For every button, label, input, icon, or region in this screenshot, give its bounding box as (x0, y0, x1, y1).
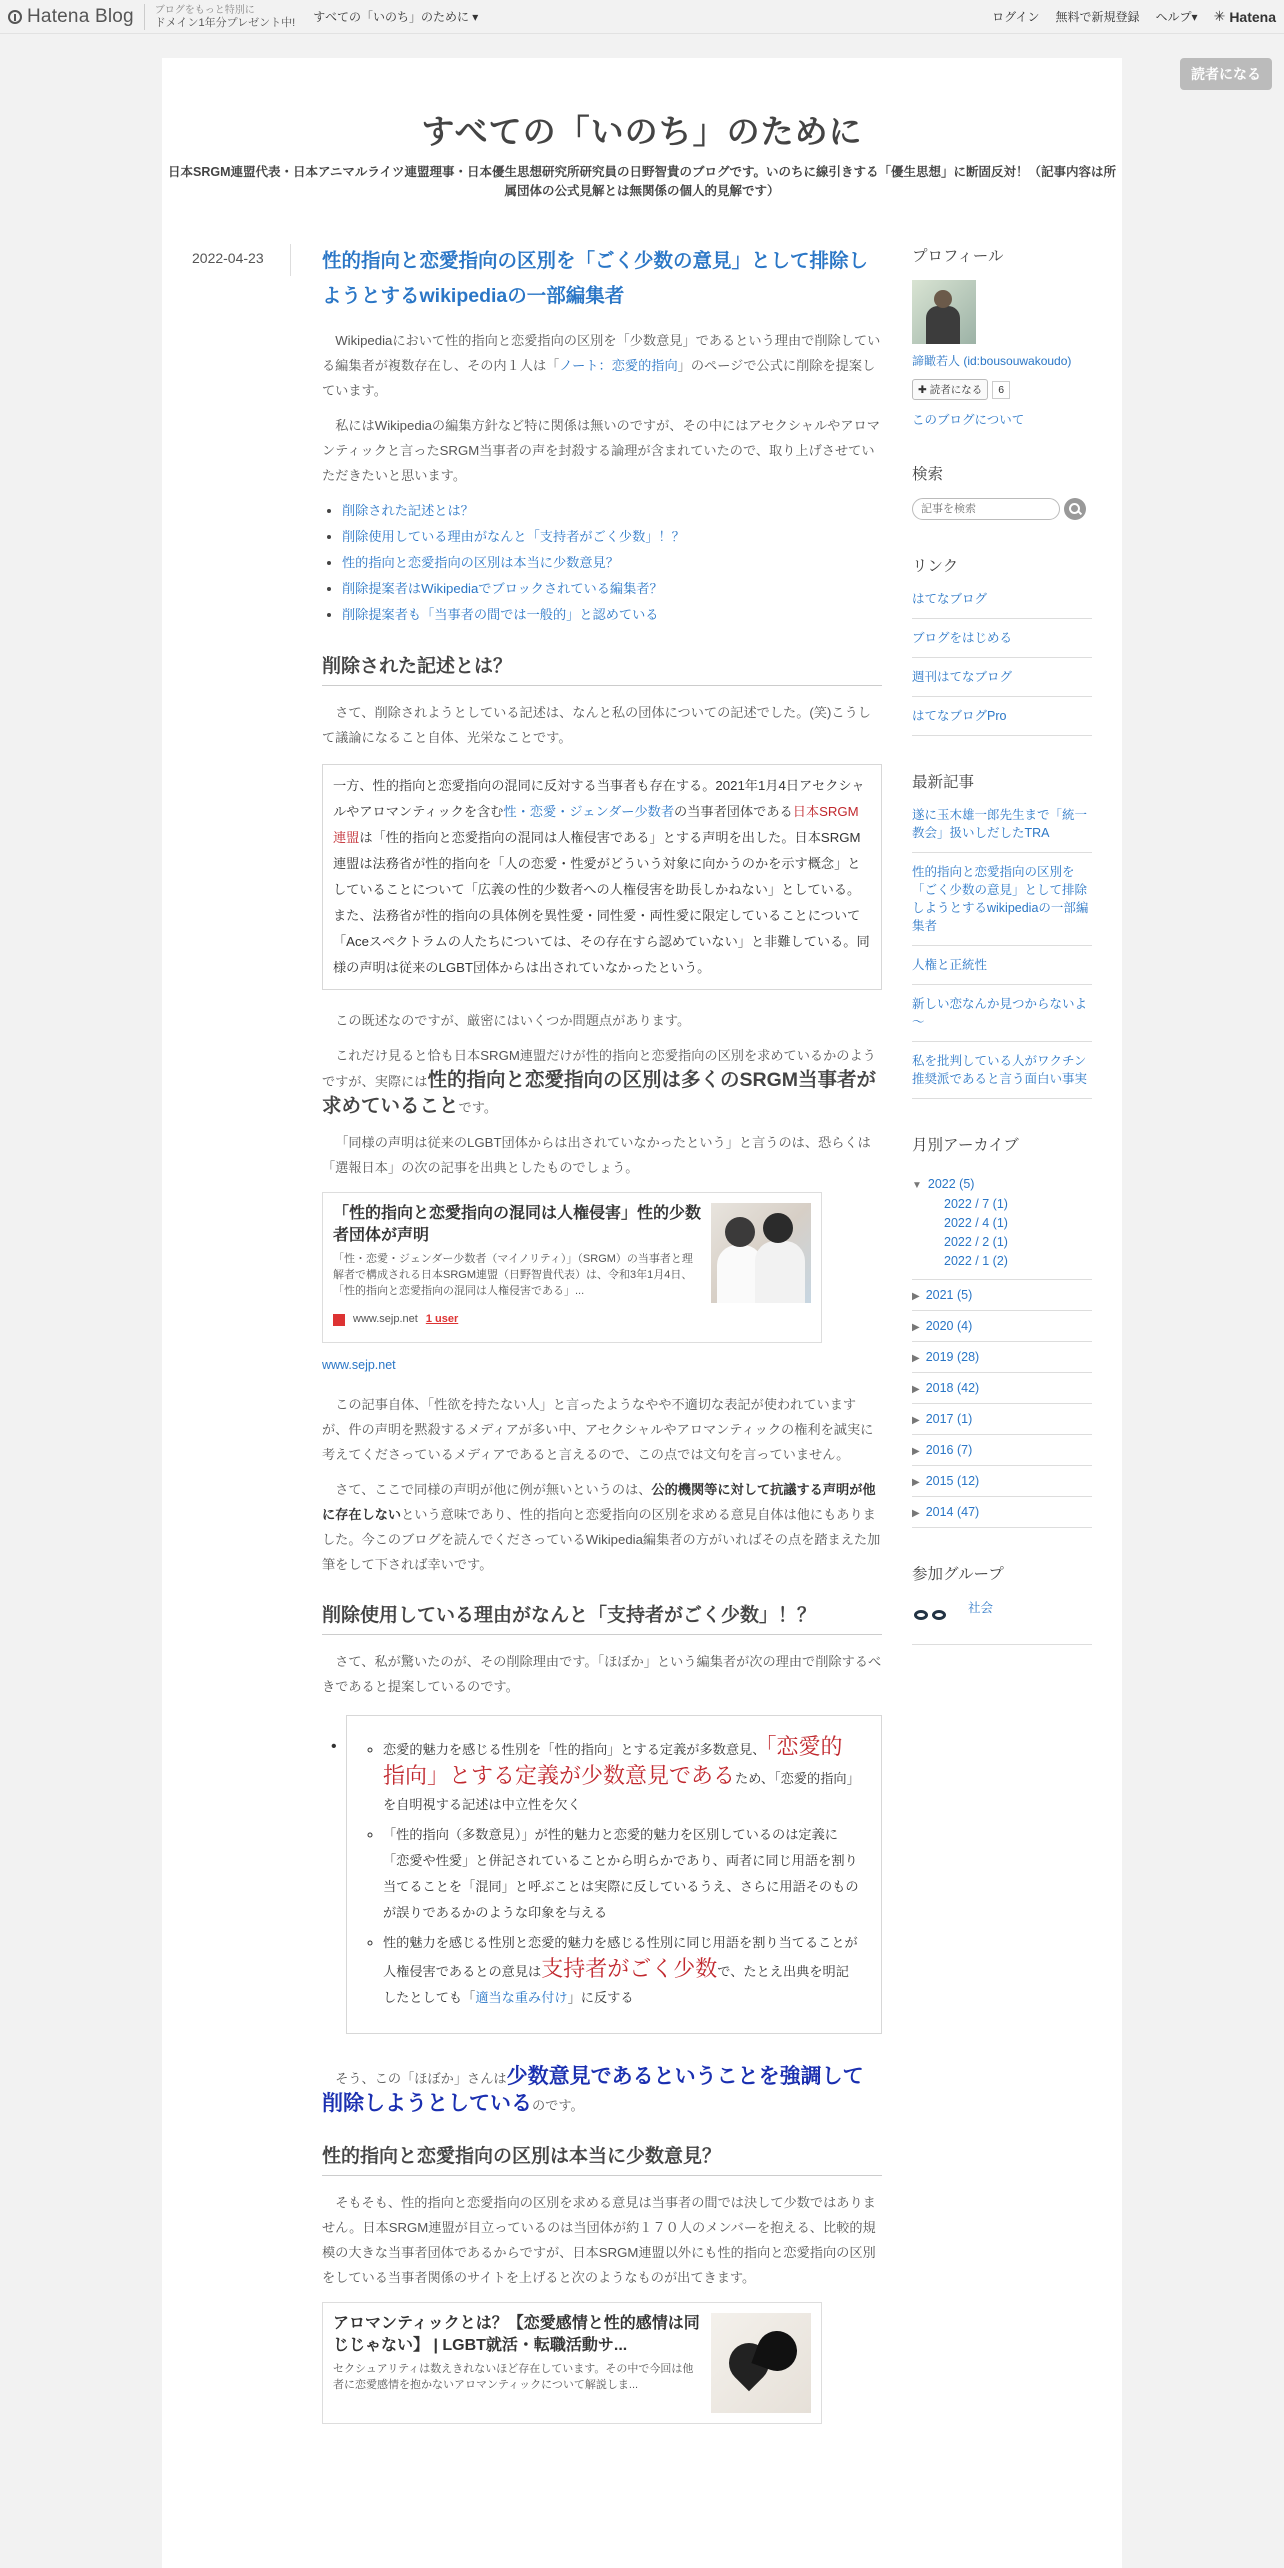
signup-link[interactable]: 無料で新規登録 (1055, 10, 1140, 24)
archive-month[interactable]: 2022 / 2 (1) (944, 1235, 1008, 1249)
section1-paragraph-6 (322, 1477, 882, 1577)
quote-text-b: の当事者団体である (674, 804, 793, 819)
list-item[interactable]: はてなブログPro (912, 697, 1092, 736)
module-title: 参加グループ (912, 1566, 1004, 1583)
list-item[interactable]: 性的指向と恋愛指向の区別を「ごく少数の意見」として排除しようとするwikipediaの一部編集者 (912, 853, 1092, 946)
toc-link[interactable]: 削除された記述とは？ (342, 503, 474, 518)
archive-year[interactable]: ▶ 2020 (4) (912, 1311, 1092, 1342)
embed-card-title[interactable]: アロマンティックとは？【恋愛感情と性的感情は同じじゃない】 | LGBT就活・転職活動サ... (333, 2315, 700, 2354)
triangle-right-icon[interactable]: ▶ (912, 1477, 920, 1488)
promo-line2: ドメイン1年分プレゼント中! (154, 16, 296, 29)
toc-link[interactable]: 削除使用している理由がなんと「支持者がごく少数」！？ (342, 529, 685, 544)
s1p3-emphasis: 性的指向と恋愛指向の区別は多くのSRGM当事者が求めていること (322, 1069, 877, 1117)
list-item[interactable]: 私を批判している人がワクチン推奨派であると言う面白い事実 (912, 1042, 1092, 1099)
toc-link[interactable]: 性的指向と恋愛指向の区別は本当に少数意見？ (342, 555, 619, 570)
subscribe-button[interactable]: 読者になる (1180, 58, 1272, 90)
embed-card-desc: 「性・恋愛・ジェンダー少数者（マイノリティ）」（SRGM）の当事者と理解者で構成される日本SRGM連盟（日野智貴代表）は、令和3年1月4日、「性的指向と恋愛指向の混同は人権侵害である」... (333, 1253, 693, 1297)
intro-text-b: 」のページで公式に削除を提案しています。 (322, 358, 876, 398)
section-heading-1: 削除された記述とは？ (322, 654, 882, 686)
toc-item (342, 576, 882, 602)
search-module (912, 462, 1092, 520)
chevron-down-icon: ▾ (1191, 10, 1198, 24)
list-item[interactable]: はてなブログ (912, 590, 1092, 619)
section-heading-3: 性的指向と恋愛指向の区別は本当に少数意見？ (322, 2144, 882, 2176)
hatena-blog-icon (8, 10, 22, 24)
about-blog-link[interactable]: このブログについて (912, 413, 1025, 427)
s1p6-text-a: さて、ここで同様の声明が他に例が無いというのは、 (335, 1482, 652, 1497)
quoted-bullets (346, 1715, 882, 2034)
group-link[interactable]: 社会 (968, 1601, 994, 1615)
blog-description: 日本SRGM連盟代表・日本アニマルライツ連盟理事・日本優生思想研究所研究員の日野智貴のブログです。いのちに線引きする「優生思想」に断固反対！（記事内容は所属団体の公式見解とは無関係の個人的見解です） (167, 165, 1116, 198)
hatena-label: Hatena (1229, 8, 1276, 25)
emphasis-red: 「恋愛的指向」とする定義が少数意見である (383, 1734, 843, 1788)
sidebar-subscribe-button[interactable]: ✚ 読者になる (912, 379, 988, 400)
embed-card[interactable] (322, 1192, 822, 1343)
search-icon[interactable] (1064, 498, 1086, 520)
profile-name[interactable]: 諦瞰若人 (id:bousouwakoudo) (912, 354, 1072, 368)
archive-year[interactable]: ▶ 2014 (47) (912, 1497, 1092, 1528)
section2-paragraph-2: そう、この「ほぼか」さんは少数意見であるということを強調して削除しようとしているのです。 (322, 2065, 864, 2115)
s1p3-text-a: これだけ見ると恰も日本SRGM連盟だけが性的指向と恋愛指向の区別を求めているかのようですが、実際には (322, 1048, 876, 1089)
groups-module (912, 1562, 1092, 1645)
site-favicon-icon (333, 1314, 345, 1326)
entry-title[interactable]: 性的指向と恋愛指向の区別を「ごく少数の意見」として排除しようとするwikipediaの一部編集者 (322, 250, 869, 307)
archive-year[interactable]: ▶ 2018 (42) (912, 1373, 1092, 1404)
blockquote (322, 764, 882, 990)
section1-paragraph-1: さて、削除されようとしている記述は、なんと私の団体についての記述でした。(笑)こうして議論になること自体、光栄なことです。 (322, 705, 871, 745)
logo-text: Hatena Blog (27, 5, 134, 27)
subscriber-count[interactable]: 6 (992, 381, 1010, 399)
module-title: 検索 (912, 466, 944, 483)
links-module (912, 554, 1092, 736)
intro-paragraph-2: 私にはWikipediaの編集方針など特に関係は無いのですが、その中にはアセクシャルやアロマンティックと言ったSRGM当事者の声を封殺する論理が含まれていたので、取り上げさせていただきたいと思います。 (322, 418, 880, 483)
archive-month[interactable]: 2022 / 1 (2) (944, 1254, 1008, 1268)
hatena-blog-logo[interactable] (8, 6, 134, 28)
archive-month[interactable]: 2022 / 4 (1) (944, 1216, 1008, 1230)
section-heading-2: 削除使用している理由がなんと「支持者がごく少数」！？ (322, 1603, 882, 1635)
plus-icon: ✚ (918, 384, 927, 396)
help-label: ヘルプ (1155, 10, 1192, 24)
archive-year[interactable]: ▼ 2022 (5) 2022 / 7 (1) 2022 / 4 (1) 2022 / 2 (1) 2022 / 1 (2) (912, 1169, 1092, 1280)
triangle-right-icon[interactable]: ▶ (912, 1353, 920, 1364)
archive-year[interactable]: ▶ 2016 (7) (912, 1435, 1092, 1466)
section3-paragraph-1: そもそも、性的指向と恋愛指向の区別を求める意見は当事者の間では決して少数ではありません。日本SRGM連盟が目立っているのは当団体が約１７０人のメンバーを抱える、比較的規模の大きな当事者団体であるからですが、日本SRGM連盟以外にも性的指向と恋愛指向の区別をしている当事者関係のサイトを上げると次のようなものが出てきます。 (322, 2195, 876, 2285)
section1-paragraph-3 (322, 1043, 882, 1120)
toc-item (342, 602, 882, 628)
embed-card-thumbnail[interactable] (711, 2313, 811, 2413)
intro-text-a: Wikipediaにおいて性的指向と恋愛指向の区別を「少数意見」であるという理由で削除している編集者が複数存在し、その内１人は「 (322, 333, 881, 373)
glasses-icon[interactable] (912, 1606, 952, 1626)
list-item[interactable]: 人権と正統性 (912, 946, 1092, 985)
embed-card-desc: セクシュアリティは数えきれないほど存在しています。その中で今回は他者に恋愛感情を抱かないアロマンティックについて解説しま... (333, 2363, 694, 2391)
recent-entries-module (912, 770, 1092, 1099)
section2-paragraph-1: さて、私が驚いたのが、その削除理由です。「ほぼか」という編集者が次の理由で削除するべきであると提案しているのです。 (322, 1654, 882, 1694)
section1-paragraph-5: この記事自体、「性欲を持たない人」と言ったようなやや不適切な表記が使われていますが、件の声明を黙殺するメディアが多い中、アセクシャルやアロマンティックの権利を誠実に考えてくださっているメディアであると言えるので、この点では文句を言っていません。 (322, 1397, 874, 1462)
triangle-right-icon[interactable]: ▶ (912, 1415, 920, 1426)
module-title: リンク (912, 558, 959, 575)
module-title: プロフィール (912, 248, 1004, 265)
blog-selector-label: すべての「いのち」のために (313, 10, 469, 24)
s1p6-text-b: という意味であり、性的指向と恋愛指向の区別を求める意見自体は他にもありました。今このブログを読んでくださっているWikipedia編集者の方がいればその点を踏まえた加筆をして下されば幸いです。 (322, 1507, 881, 1572)
triangle-right-icon[interactable]: ▶ (912, 1322, 920, 1333)
s1p6-strong: 公的機関等に対して抗議する声明が他に存在しない (322, 1482, 876, 1522)
chevron-down-icon: ▾ (472, 10, 479, 24)
blog-selector[interactable] (313, 8, 478, 25)
toc-link[interactable]: 削除提案者も「当事者の間では一般的」と認めている (342, 607, 659, 622)
sidebar (912, 244, 1092, 1679)
triangle-right-icon[interactable]: ▶ (912, 1291, 920, 1302)
embed-card[interactable] (322, 2302, 822, 2424)
archive-year[interactable]: ▶ 2021 (5) (912, 1280, 1092, 1311)
triangle-down-icon[interactable]: ▼ (912, 1180, 922, 1191)
blog-container (162, 58, 1122, 2568)
list-item: ◦ 「性的指向（多数意見）」が性的魅力と恋愛的魅力を区別しているのは定義に「恋愛や性愛」と併記されていることから明らかであり、両者に同じ用語を割り当てることを「混同」と呼ぶことは実際に反しているうえ、さらに用語そのものが誤りであるかのような印象を与える (383, 1822, 861, 1926)
search-input[interactable] (912, 498, 1060, 520)
blog-title[interactable]: すべての「いのち」のために (421, 113, 863, 150)
global-header (0, 0, 1284, 34)
help-menu[interactable] (1156, 8, 1198, 25)
embed-card-title[interactable]: 「性的指向と恋愛指向の混同は人権侵害」性的少数者団体が声明 (333, 1205, 702, 1244)
list-item: • ◦ 恋愛的魅力を感じる性別を「性的指向」とする定義が多数意見、「恋愛的指向」とする定義が少数意見であるため、「恋愛的指向」を自明視する記述は中立性を欠く (383, 1734, 861, 1818)
embed-card-thumbnail[interactable] (711, 1203, 811, 1303)
list-item[interactable]: ブログをはじめる (912, 619, 1092, 658)
triangle-right-icon[interactable]: ▶ (912, 1384, 920, 1395)
emphasis-red: 支持者がごく少数 (541, 1956, 718, 1981)
intro-paragraph-1 (322, 328, 882, 403)
table-of-contents (322, 498, 882, 628)
srgm-red-link[interactable]: 日本SRGM連盟 (333, 804, 859, 845)
weight-link[interactable]: 適当な重み付け (475, 1990, 568, 2005)
date-divider (290, 244, 291, 276)
entry-date[interactable]: 2022-04-23 (192, 250, 264, 266)
section1-paragraph-4: 「同様の声明は従来のLGBT団体からは出されていなかったという」と言うのは、恐らくは「選報日本」の次の記事を出典としたものでしょう。 (322, 1135, 871, 1175)
list-item: ◦ 性的魅力を感じる性別と恋愛的魅力を感じる性別に同じ用語を割り当てることが人権侵害であるとの意見は支持者がごく少数で、たとえ出典を明記したとしても「適当な重み付け」に反する (383, 1930, 861, 2011)
avatar[interactable] (912, 280, 976, 344)
source-link[interactable]: www.sejp.net (322, 1358, 396, 1372)
quote-text-a: 一方、性的指向と恋愛指向の混同に反対する当事者も存在する。2021年1月4日アセクシャルやアロマンティックを含む (333, 778, 865, 819)
promo-line1: ブログをもっと特別に (154, 4, 255, 16)
archive-month[interactable]: 2022 / 7 (1) (944, 1197, 1008, 1211)
s1p3-text-b: です。 (458, 1100, 498, 1115)
triangle-right-icon[interactable]: ▶ (912, 1446, 920, 1457)
srgm-link[interactable]: 性・恋愛・ジェンダー少数者 (503, 804, 675, 819)
module-title: 最新記事 (912, 774, 975, 791)
promo-banner[interactable] (144, 4, 295, 30)
section1-paragraph-2: この既述なのですが、厳密にはいくつか問題点があります。 (335, 1013, 691, 1028)
triangle-right-icon[interactable]: ▶ (912, 1508, 920, 1519)
archive-year[interactable]: ▶ 2017 (1) (912, 1404, 1092, 1435)
entry-body (322, 244, 882, 2434)
login-link[interactable]: ログイン (992, 10, 1040, 24)
list-item[interactable]: 新しい恋なんか見つからないよ～ (912, 985, 1092, 1042)
emphasis-blue: 少数意見であるということを強調して削除しようとしている (322, 2065, 864, 2115)
toc-link[interactable]: 削除提案者はWikipediaでブロックされている編集者？ (342, 581, 663, 596)
list-item[interactable]: 週刊はてなブログ (912, 658, 1092, 697)
list-item[interactable]: 遂に玉木雄一郎先生まで「統一教会」扱いしだしたTRA (912, 806, 1092, 853)
toc-item (342, 550, 882, 576)
archive-year[interactable]: ▶ 2019 (28) (912, 1342, 1092, 1373)
hatena-star-icon: ✳ (1213, 8, 1226, 24)
module-title: 月別アーカイブ (912, 1137, 1019, 1154)
toc-item (342, 498, 882, 524)
archive-year[interactable]: ▶ 2015 (12) (912, 1466, 1092, 1497)
embed-card-site[interactable]: www.sejp.net (353, 1313, 418, 1325)
toc-item (342, 524, 882, 550)
archive-module (912, 1133, 1092, 1528)
bookmark-users[interactable]: 1 user (425, 1313, 459, 1325)
quote-text-c: は「性的指向と恋愛指向の混同は人権侵害である」とする声明を出した。日本SRGM連盟は法務省が性的指向を「人の恋愛・性愛がどういう対象に向かうのかを示す概念」としていることについて「広義の性的少数者への人権侵害を助長しかねない」としている。また、法務省が性的指向の具体例を異性愛・同性愛・両性愛に限定していることについて「Aceスペクトラムの人たちについては、その存在すら認めていない」と非難している。同様の声明は従来のLGBT団体からは出されていなかったという。 (333, 830, 870, 975)
hatena-link[interactable] (1214, 8, 1276, 25)
note-link[interactable]: ノート：恋愛的指向 (559, 358, 678, 373)
profile-module (912, 244, 1092, 428)
